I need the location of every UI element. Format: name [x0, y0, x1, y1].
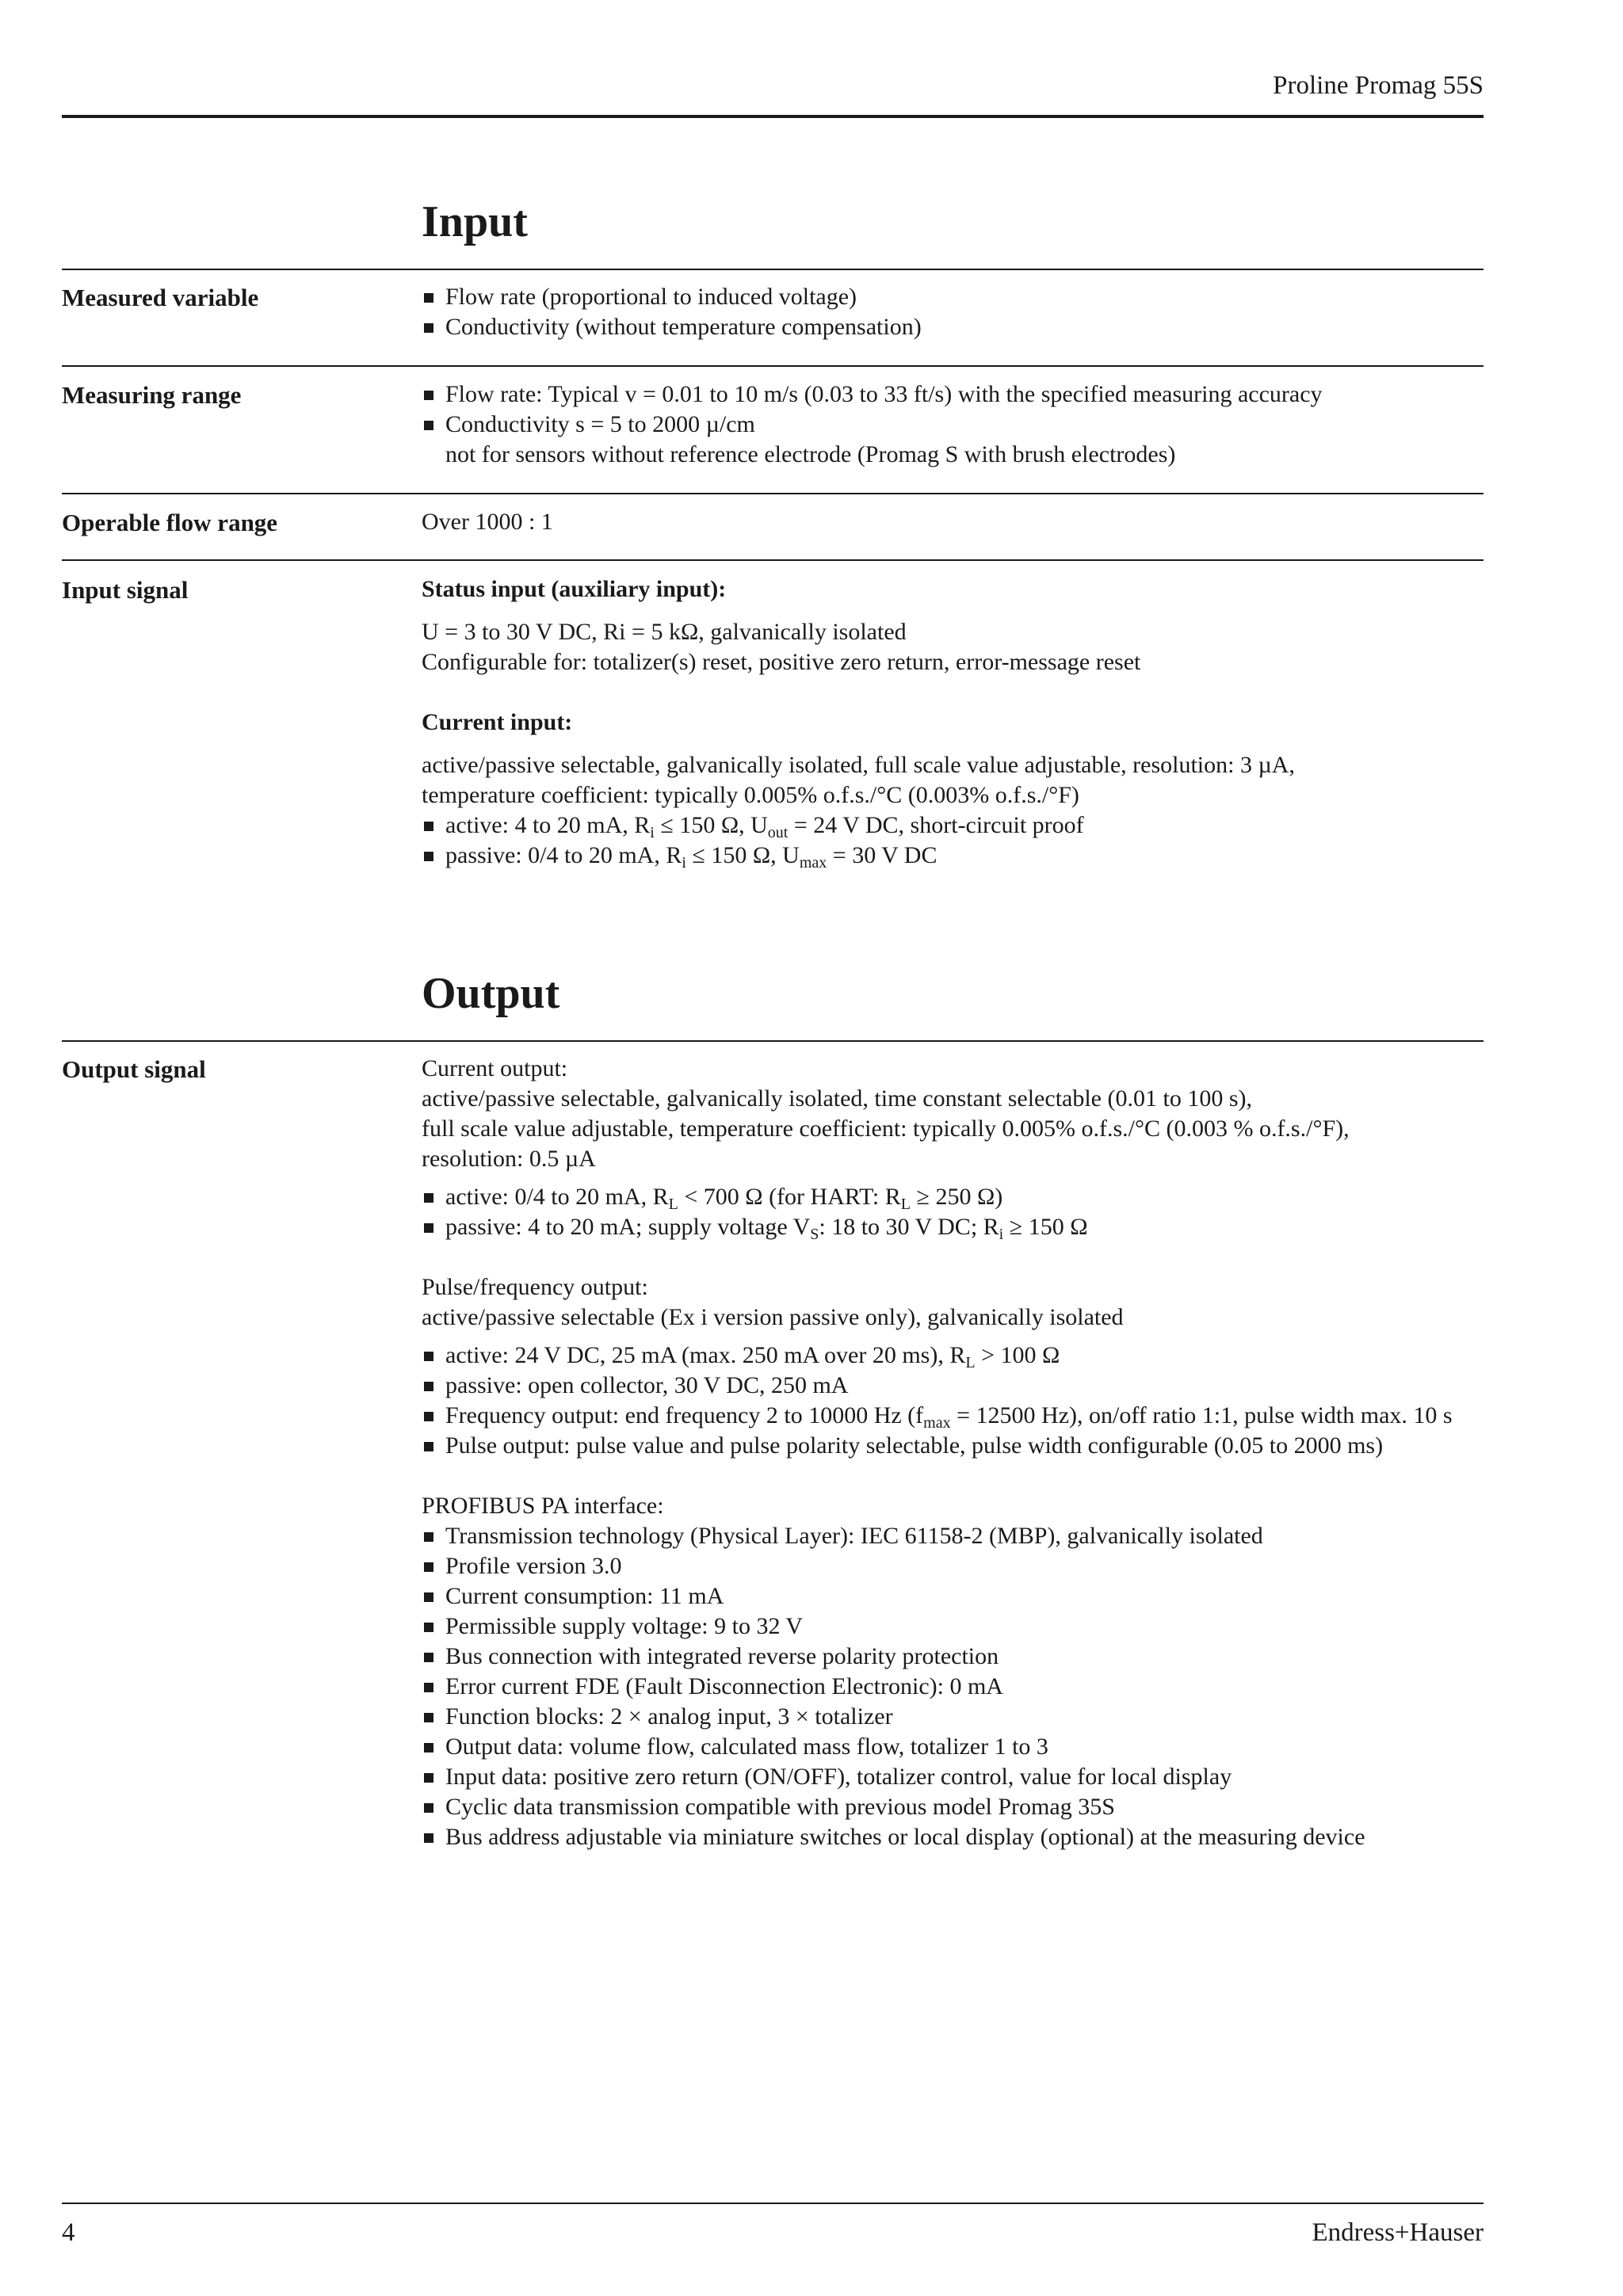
list-item: Flow rate (proportional to induced voltage): [422, 282, 1484, 312]
list-item: Bus connection with integrated reverse polarity protection: [422, 1642, 1484, 1672]
row-divider: [62, 365, 1484, 367]
current-input-heading: Current input:: [422, 709, 573, 735]
current-output-line: resolution: 0.5 µA: [422, 1146, 596, 1172]
list-item: Pulse output: pulse value and pulse polarity selectable, pulse width configurable (0.05 to 2000 ms): [422, 1431, 1484, 1461]
list-item: Output data: volume flow, calculated mass flow, totalizer 1 to 3: [422, 1732, 1484, 1762]
label-measuring-range: Measuring range: [62, 381, 242, 409]
section-divider: [62, 269, 1484, 270]
current-input-line: active/passive selectable, galvanically isolated, full scale value adjustable, resolution: 3 µA,: [422, 752, 1295, 778]
brand-name: Endress+Hauser: [1312, 2218, 1484, 2247]
section-divider: [62, 1040, 1484, 1042]
list-item: Input data: positive zero return (ON/OFF), totalizer control, value for local display: [422, 1762, 1484, 1792]
list-item: Transmission technology (Physical Layer): IEC 61158-2 (MBP), galvanically isolated: [422, 1521, 1484, 1551]
status-input-heading: Status input (auxiliary input):: [422, 576, 727, 602]
list-item: Profile version 3.0: [422, 1551, 1484, 1581]
profibus-list: [422, 1521, 1484, 1852]
list-item: active: 4 to 20 mA, $R_i \le 150$ Ω, $U_{out} = 24$ V DC, short-circuit proof: [422, 810, 1484, 841]
list-item: Function blocks: 2 × analog input, 3 × totalizer: [422, 1702, 1484, 1732]
operable-flow-range-value: Over 1000 : 1: [422, 509, 553, 535]
list-item: Bus address adjustable via miniature switches or local display (optional) at the measuring device: [422, 1822, 1484, 1852]
list-item: Cyclic data transmission compatible with previous model Promag 35S: [422, 1792, 1484, 1822]
profibus-heading: PROFIBUS PA interface:: [422, 1493, 664, 1519]
list-item: passive: 0/4 to 20 mA, $R_i \le 150$ Ω, $U_{max} = 30$ V DC: [422, 841, 1484, 871]
list-item: Error current FDE (Fault Disconnection Electronic): 0 mA: [422, 1672, 1484, 1702]
list-item: Conductivity (without temperature compensation): [422, 312, 1484, 342]
list-item: active: 24 V DC, 25 mA (max. 250 mA over 20 ms), $R_L > 100$ Ω: [422, 1341, 1484, 1371]
row-divider: [62, 559, 1484, 561]
page-number: 4: [62, 2218, 75, 2247]
current-input-line: temperature coefficient: typically 0.005% o.f.s./°C (0.003% o.f.s./°F): [422, 782, 1079, 808]
footer-rule: [62, 2203, 1484, 2204]
current-output-line: active/passive selectable, galvanically isolated, time constant selectable (0.01 to 100 s),: [422, 1085, 1252, 1112]
list-item: Permissible supply voltage: 9 to 32 V: [422, 1611, 1484, 1642]
label-output-signal: Output signal: [62, 1055, 206, 1083]
current-output-line: full scale value adjustable, temperature coefficient: typically 0.005% o.f.s./°C (0.003 % o.f.s./°F),: [422, 1116, 1350, 1142]
operable-flow-range-content: [422, 507, 1484, 537]
output-signal-content: [422, 1054, 1484, 1852]
measuring-range-content: [422, 379, 1484, 470]
list-item: passive: open collector, 30 V DC, 250 mA: [422, 1371, 1484, 1401]
list-item: Frequency output: end frequency 2 to 10000 Hz ($f_{max} = 12500$ Hz), on/off ratio 1:1, pulse width max. 10 s: [422, 1401, 1484, 1431]
header-rule: [62, 115, 1484, 118]
current-output-line: Current output:: [422, 1055, 568, 1081]
pulse-output-list: [422, 1341, 1484, 1461]
current-output-list: [422, 1182, 1484, 1242]
document-header-title: Proline Promag 55S: [1273, 71, 1484, 100]
status-input-line: Configurable for: totalizer(s) reset, positive zero return, error-message reset: [422, 649, 1141, 675]
pulse-output-line: Pulse/frequency output:: [422, 1274, 648, 1300]
pulse-output-line: active/passive selectable (Ex i version passive only), galvanically isolated: [422, 1304, 1124, 1330]
measuring-range-note: not for sensors without reference electrode (Promag S with brush electrodes): [445, 441, 1176, 467]
label-measured-variable: Measured variable: [62, 284, 259, 311]
measuring-range-list: [422, 379, 1484, 440]
label-input-signal: Input signal: [62, 576, 189, 604]
status-input-line: U = 3 to 30 V DC, Ri = 5 kΩ, galvanically isolated: [422, 619, 907, 645]
list-item: Current consumption: 11 mA: [422, 1581, 1484, 1611]
list-item: active: 0/4 to 20 mA, $R_L < 700$ Ω (for HART: $R_L \ge 250$ Ω): [422, 1182, 1484, 1212]
current-input-list: [422, 810, 1484, 871]
list-item: Flow rate: Typical v = 0.01 to 10 m/s (0.03 to 33 ft/s) with the specified measuring accuracy: [422, 379, 1484, 410]
section-title-input: Input: [422, 197, 528, 246]
input-signal-content: [422, 574, 1484, 871]
list-item: Conductivity s = 5 to 2000 µ/cm: [422, 410, 1484, 440]
measured-variable-content: [422, 282, 1484, 342]
measured-variable-list: [422, 282, 1484, 342]
list-item: passive: 4 to 20 mA; supply voltage $V_S$: 18 to 30 V DC; $R_i \ge 150$ Ω: [422, 1212, 1484, 1242]
section-title-output: Output: [422, 969, 560, 1018]
label-operable-flow-range: Operable flow range: [62, 509, 278, 536]
row-divider: [62, 493, 1484, 494]
